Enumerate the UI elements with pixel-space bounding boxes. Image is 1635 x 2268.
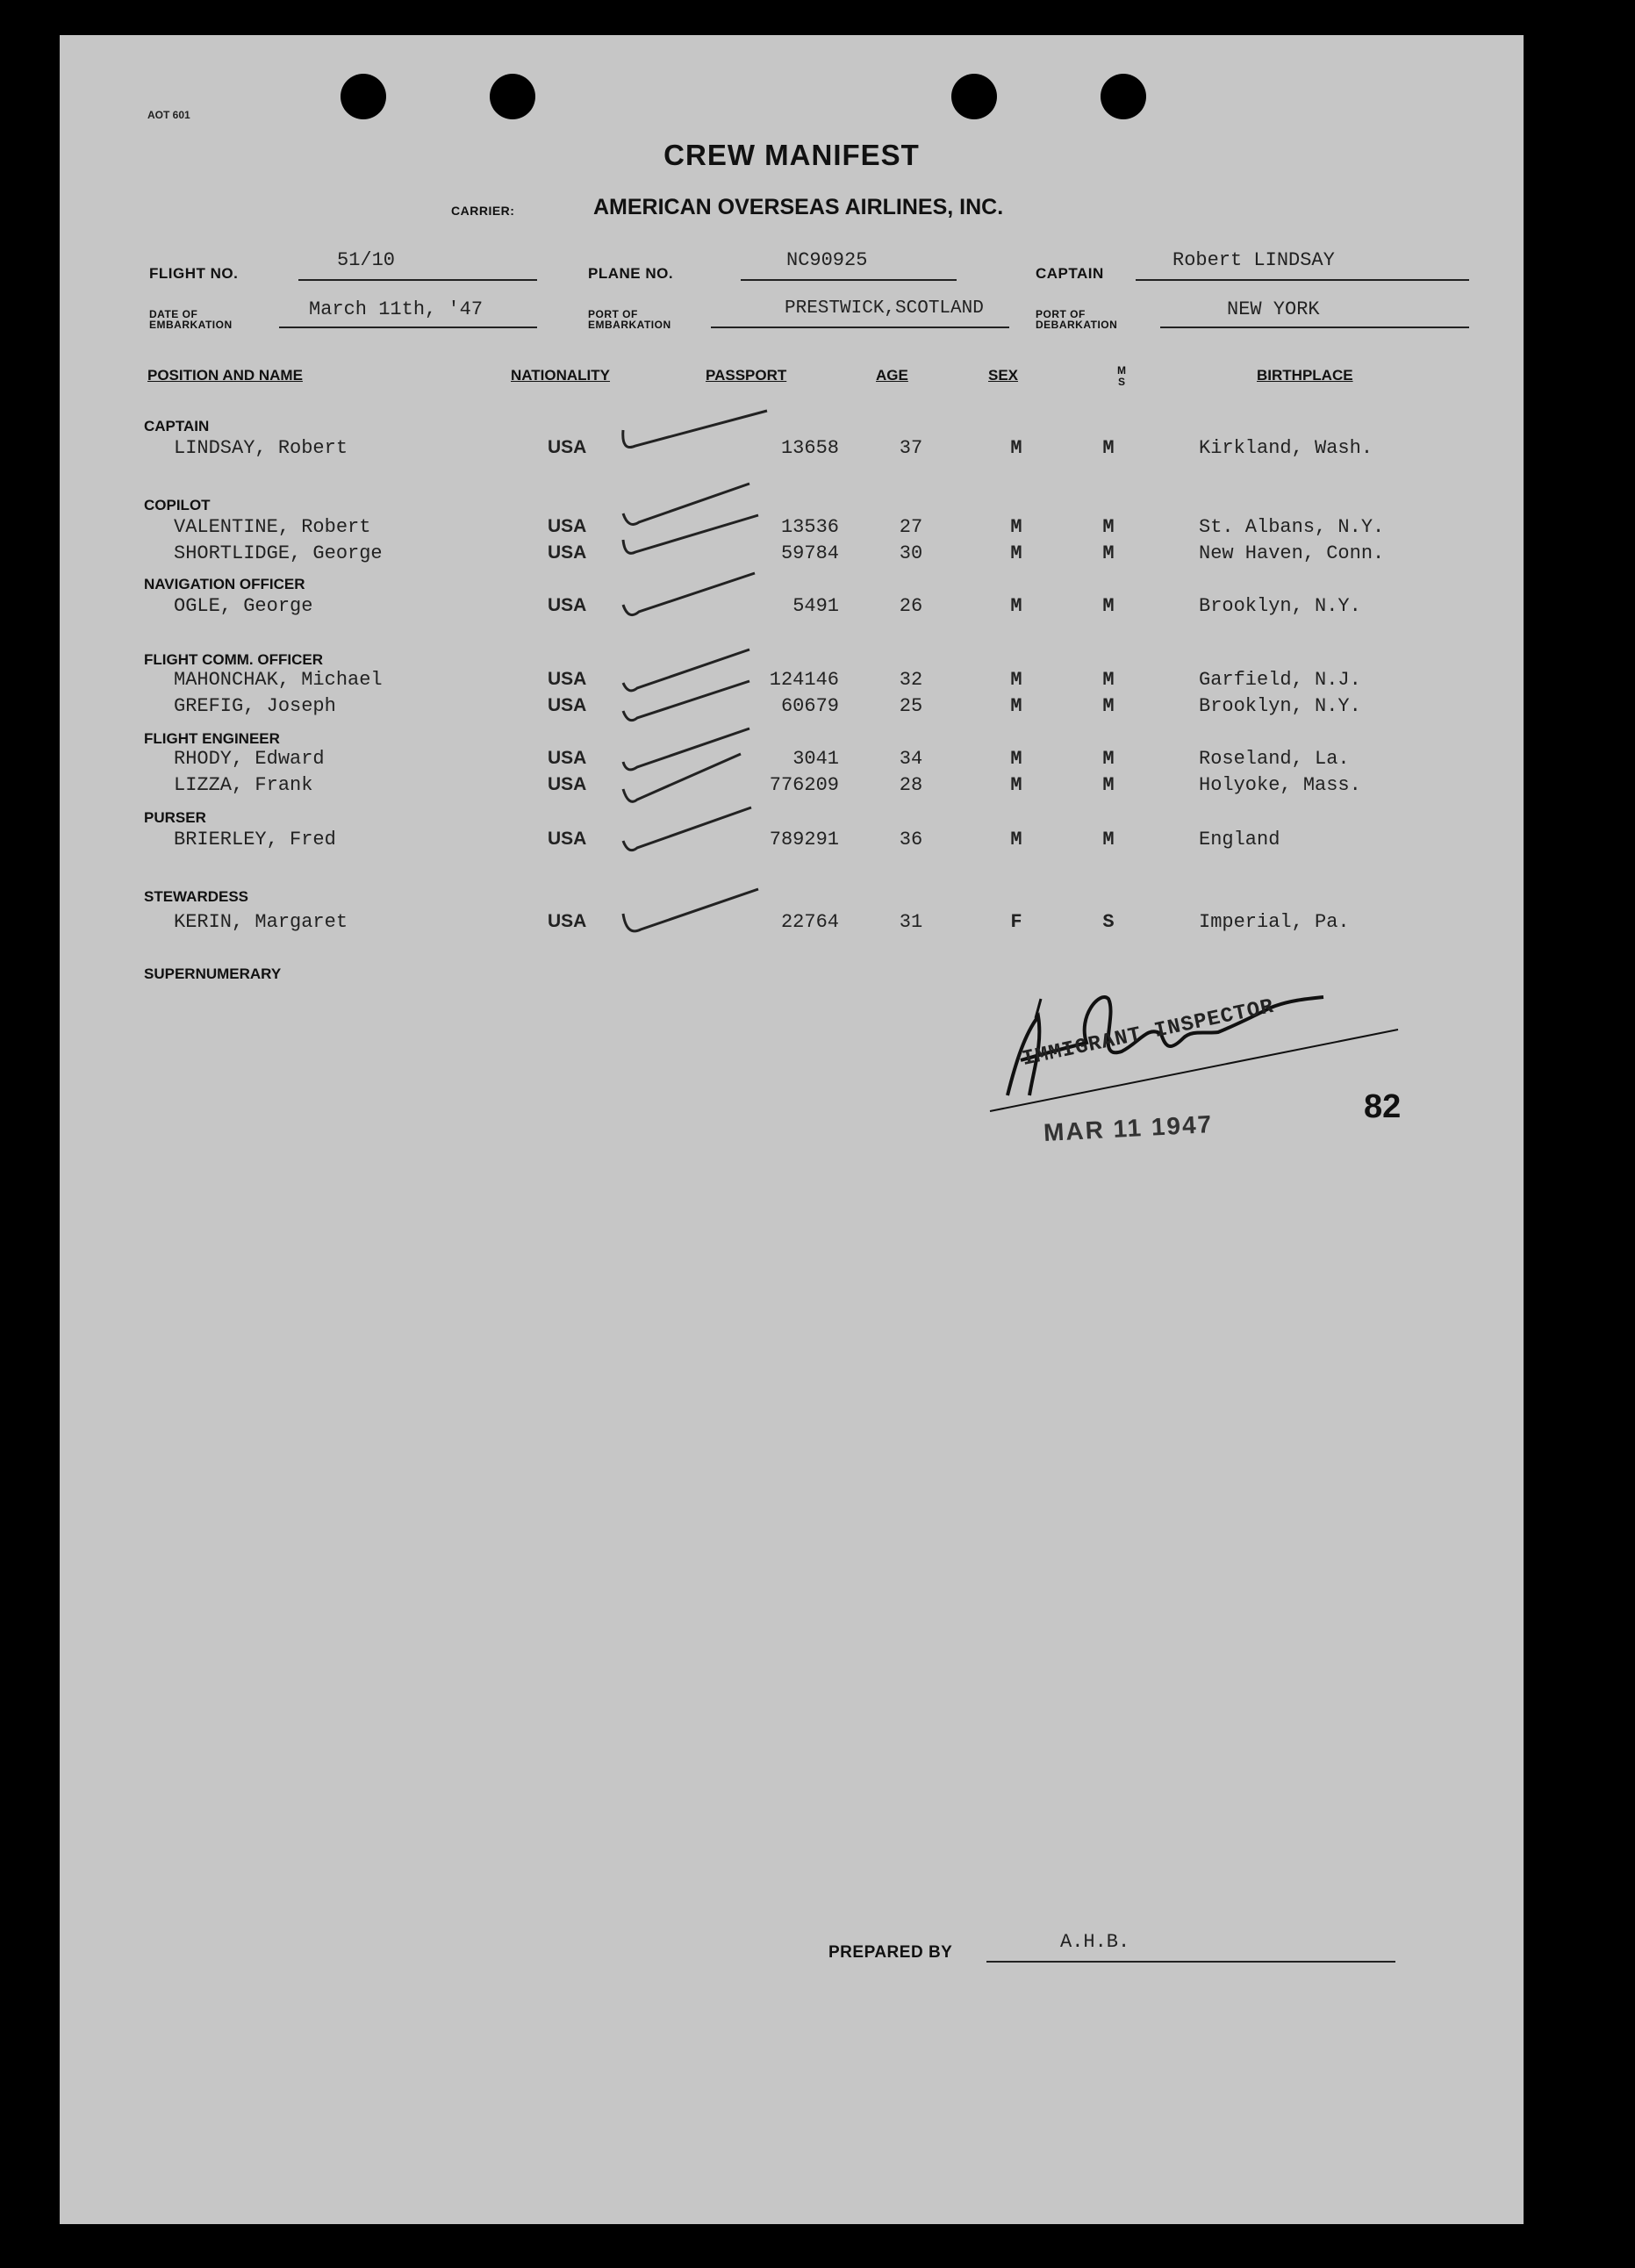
crew-marital-status: M (1102, 829, 1115, 850)
inspector-label: IMMIGRANT INSPECTOR (1020, 994, 1277, 1072)
date-value: March 11th, '47 (309, 298, 484, 320)
page-number: 82 (1364, 1088, 1402, 1125)
col-passport: PASSPORT (706, 367, 787, 384)
section-stewardess: STEWARDESS (144, 888, 249, 905)
crew-birthplace: St. Albans, N.Y. (1199, 516, 1385, 538)
crew-passport: 776209 (769, 774, 839, 796)
crew-sex: M (1010, 748, 1022, 770)
crew-birthplace: Brooklyn, N.Y. (1199, 595, 1361, 617)
crew-sex: F (1010, 911, 1022, 933)
check-mark-icon (618, 799, 793, 860)
crew-age: 26 (899, 595, 923, 617)
crew-marital-status: M (1102, 542, 1115, 564)
port-debarkation-value: NEW YORK (1227, 298, 1320, 320)
crew-marital-status: M (1102, 748, 1115, 770)
crew-name: KERIN, Margaret (174, 911, 348, 933)
crew-age: 31 (899, 911, 923, 933)
crew-passport: 3041 (792, 748, 839, 770)
section-flight-comm-officer: FLIGHT COMM. OFFICER (144, 651, 323, 668)
crew-birthplace: England (1199, 829, 1280, 850)
col-birthplace: BIRTHPLACE (1257, 367, 1353, 384)
date-label: DATE OF EMBARKATION (149, 308, 233, 331)
crew-nationality: USA (548, 595, 587, 615)
crew-sex: M (1010, 542, 1022, 564)
crew-age: 30 (899, 542, 923, 564)
crew-marital-status: M (1102, 774, 1115, 796)
crew-marital-status: M (1102, 695, 1115, 717)
crew-marital-status: M (1102, 437, 1115, 459)
crew-passport: 5491 (792, 595, 839, 617)
flight-no-value: 51/10 (337, 249, 396, 271)
crew-sex: M (1010, 829, 1022, 850)
check-mark-icon (618, 882, 793, 944)
punch-hole (1101, 74, 1146, 119)
crew-nationality: USA (548, 669, 587, 689)
col-marital-status: M S (1117, 364, 1126, 388)
punch-hole (341, 74, 386, 119)
section-supernumerary: SUPERNUMERARY (144, 965, 282, 982)
crew-marital-status: M (1102, 595, 1115, 617)
port-embarkation-value: PRESTWICK,SCOTLAND (785, 298, 984, 319)
crew-name: OGLE, George (174, 595, 313, 617)
section-captain: CAPTAIN (144, 418, 210, 434)
crew-marital-status: M (1102, 669, 1115, 691)
crew-birthplace: New Haven, Conn. (1199, 542, 1385, 564)
prepared-by-value: A.H.B. (1060, 1931, 1130, 1953)
manifest-page (60, 35, 1524, 2224)
crew-birthplace: Holyoke, Mass. (1199, 774, 1361, 796)
crew-age: 32 (899, 669, 923, 691)
stamp-date: MAR 11 1947 (1043, 1109, 1214, 1147)
crew-nationality: USA (548, 695, 587, 715)
crew-birthplace: Garfield, N.J. (1199, 669, 1361, 691)
crew-nationality: USA (548, 911, 587, 931)
plane-no-label: PLANE NO. (588, 265, 674, 282)
crew-sex: M (1010, 516, 1022, 538)
captain-label: CAPTAIN (1036, 265, 1104, 282)
section-navigation-officer: NAVIGATION OFFICER (144, 576, 305, 592)
carrier-label: CARRIER: (451, 204, 515, 218)
crew-passport: 59784 (780, 542, 839, 564)
crew-sex: M (1010, 669, 1022, 691)
page-title: CREW MANIFEST (663, 139, 920, 171)
punch-hole (490, 74, 535, 119)
crew-name: BRIERLEY, Fred (174, 829, 336, 850)
crew-name: LIZZA, Frank (174, 774, 313, 796)
crew-birthplace: Kirkland, Wash. (1199, 437, 1373, 459)
crew-nationality: USA (548, 516, 587, 536)
plane-no-value: NC90925 (786, 249, 868, 271)
crew-passport: 124146 (769, 669, 839, 691)
check-mark-icon (618, 566, 793, 628)
crew-name: MAHONCHAK, Michael (174, 669, 383, 691)
crew-sex: M (1010, 437, 1022, 459)
punch-hole (951, 74, 997, 119)
crew-passport: 789291 (769, 829, 839, 850)
prepared-by-label: PREPARED BY (828, 1943, 953, 1962)
crew-birthplace: Imperial, Pa. (1199, 911, 1350, 933)
port-debarkation-label: PORT OF DEBARKATION (1036, 308, 1118, 331)
crew-nationality: USA (548, 829, 587, 849)
crew-passport: 13536 (780, 516, 839, 538)
crew-name: RHODY, Edward (174, 748, 325, 770)
port-embarkation-label: PORT OF EMBARKATION (588, 308, 671, 331)
crew-nationality: USA (548, 542, 587, 563)
section-flight-engineer: FLIGHT ENGINEER (144, 730, 280, 747)
crew-age: 25 (899, 695, 923, 717)
crew-age: 27 (899, 516, 923, 538)
flight-no-label: FLIGHT NO. (149, 265, 239, 282)
col-age: AGE (876, 367, 908, 384)
crew-birthplace: Roseland, La. (1199, 748, 1350, 770)
col-nationality: NATIONALITY (511, 367, 611, 384)
captain-value: Robert LINDSAY (1172, 249, 1335, 271)
crew-passport: 22764 (780, 911, 839, 933)
crew-age: 37 (899, 437, 923, 459)
col-position: POSITION AND NAME (147, 367, 303, 384)
crew-sex: M (1010, 774, 1022, 796)
crew-nationality: USA (548, 437, 587, 457)
crew-name: LINDSAY, Robert (174, 437, 348, 459)
crew-passport: 13658 (780, 437, 839, 459)
crew-marital-status: M (1102, 516, 1115, 538)
crew-sex: M (1010, 595, 1022, 617)
section-purser: PURSER (144, 809, 206, 826)
crew-name: GREFIG, Joseph (174, 695, 336, 717)
crew-sex: M (1010, 695, 1022, 717)
crew-passport: 60679 (780, 695, 839, 717)
crew-nationality: USA (548, 774, 587, 794)
form-code: AOT 601 (147, 109, 190, 121)
crew-marital-status: S (1102, 911, 1115, 933)
col-sex: SEX (988, 367, 1019, 384)
crew-name: SHORTLIDGE, George (174, 542, 383, 564)
carrier-name: AMERICAN OVERSEAS AIRLINES, INC. (593, 195, 1004, 219)
crew-name: VALENTINE, Robert (174, 516, 371, 538)
crew-birthplace: Brooklyn, N.Y. (1199, 695, 1361, 717)
crew-nationality: USA (548, 748, 587, 768)
crew-age: 28 (899, 774, 923, 796)
section-copilot: COPILOT (144, 497, 211, 513)
check-mark-icon (618, 404, 793, 465)
crew-age: 34 (899, 748, 923, 770)
crew-age: 36 (899, 829, 923, 850)
